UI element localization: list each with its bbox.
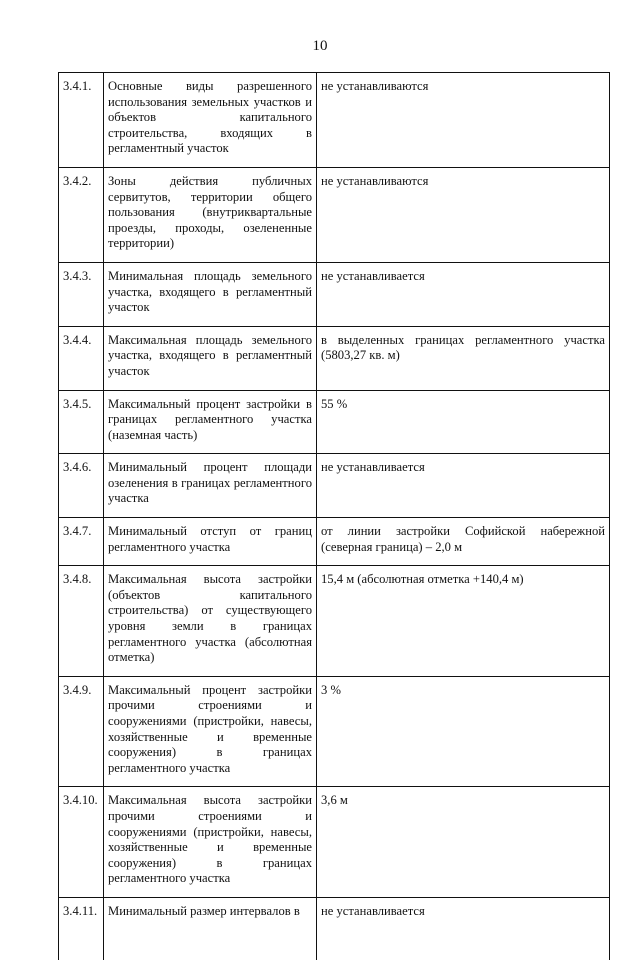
parameter-name: Зоны действия публичных сервитутов, территории общего пользования (внутриквартальные проезды, проходы, озелененные территории)	[104, 167, 317, 262]
parameter-name: Максимальный процент застройки прочими строениями и сооружениями (пристройки, навесы, хозяйственные и временные сооружения) в границах регламентного участка	[104, 676, 317, 787]
table-row	[59, 390, 610, 454]
table-row	[59, 518, 610, 566]
parameter-value: от линии застройки Софийской набережной (северная граница) – 2,0 м	[317, 518, 610, 566]
regulations-table	[58, 72, 610, 960]
row-number: 3.4.2.	[59, 167, 104, 262]
row-number: 3.4.6.	[59, 454, 104, 518]
row-number: 3.4.9.	[59, 676, 104, 787]
parameter-name: Минимальный размер интервалов в	[104, 897, 317, 959]
table-row	[59, 326, 610, 390]
page-number: 10	[312, 38, 328, 54]
table-row	[59, 454, 610, 518]
row-number: 3.4.1.	[59, 73, 104, 168]
table-row	[59, 262, 610, 326]
table-row	[59, 73, 610, 168]
parameter-name: Минимальный отступ от границ регламентного участка	[104, 518, 317, 566]
parameter-value: не устанавливается	[317, 262, 610, 326]
table-row	[59, 167, 610, 262]
row-number: 3.4.7.	[59, 518, 104, 566]
row-number: 3.4.5.	[59, 390, 104, 454]
parameter-value: не устанавливаются	[317, 73, 610, 168]
parameter-value: не устанавливается	[317, 454, 610, 518]
table-row	[59, 676, 610, 787]
row-number: 3.4.3.	[59, 262, 104, 326]
row-number: 3.4.4.	[59, 326, 104, 390]
parameter-value: не устанавливается	[317, 897, 610, 959]
parameter-value: 55 %	[317, 390, 610, 454]
parameter-value: 15,4 м (абсолютная отметка +140,4 м)	[317, 566, 610, 677]
table-row	[59, 787, 610, 898]
parameter-value: 3 %	[317, 676, 610, 787]
parameter-name: Минимальный процент площади озеленения в границах регламентного участка	[104, 454, 317, 518]
parameter-name: Минимальная площадь земельного участка, входящего в регламентный участок	[104, 262, 317, 326]
parameter-value: в выделенных границах регламентного участка (5803,27 кв. м)	[317, 326, 610, 390]
parameter-name: Максимальная высота застройки прочими строениями и сооружениями (пристройки, навесы, хозяйственные и временные сооружения) в границах регламентного участка	[104, 787, 317, 898]
parameter-name: Максимальный процент застройки в границах регламентного участка (наземная часть)	[104, 390, 317, 454]
parameter-value: не устанавливаются	[317, 167, 610, 262]
row-number: 3.4.11.	[59, 897, 104, 959]
row-number: 3.4.8.	[59, 566, 104, 677]
parameter-name: Максимальная высота застройки (объектов капитального строительства) от существующего уровня земли в границах регламентного участка (абсолютная отметка)	[104, 566, 317, 677]
parameter-name: Основные виды разрешенного использования земельных участков и объектов капитального строительства, входящих в регламентный участок	[104, 73, 317, 168]
parameter-name: Максимальная площадь земельного участка, входящего в регламентный участок	[104, 326, 317, 390]
table-row	[59, 566, 610, 677]
parameter-value: 3,6 м	[317, 787, 610, 898]
table-row	[59, 897, 610, 959]
row-number: 3.4.10.	[59, 787, 104, 898]
